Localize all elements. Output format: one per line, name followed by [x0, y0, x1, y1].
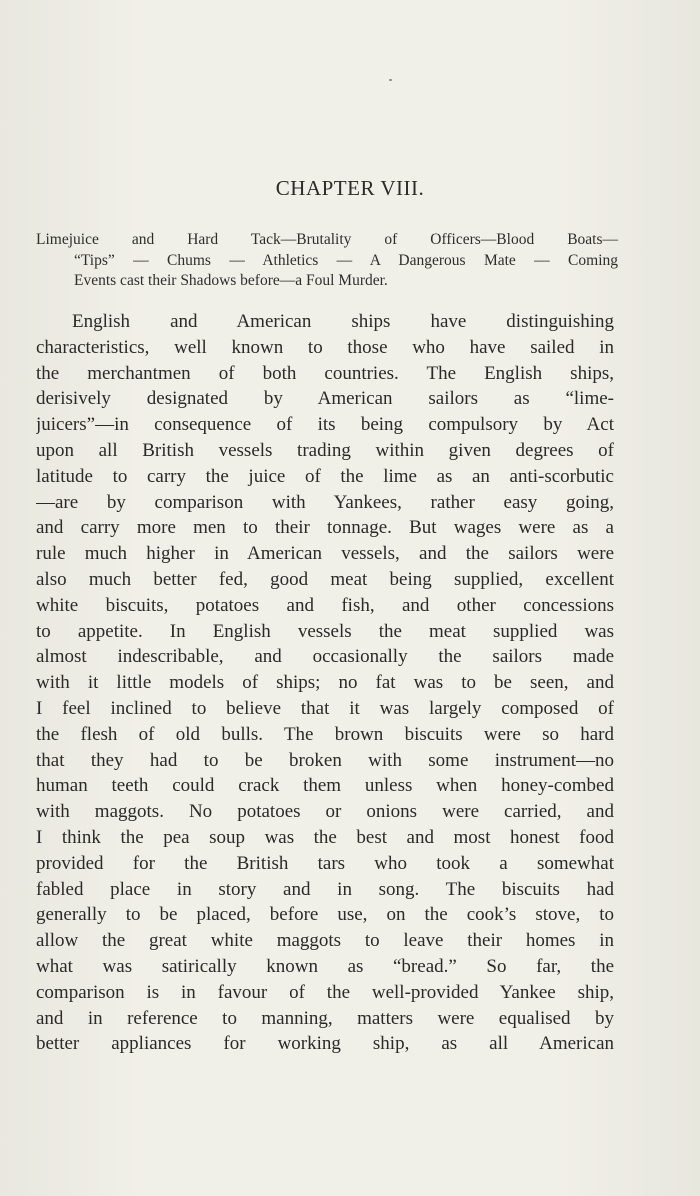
body-line: human teeth could crack them unless when honey-combed — [36, 775, 614, 797]
chapter-summary — [36, 230, 618, 292]
body-line: —are by comparison with Yankees, rather easy going, — [36, 491, 614, 513]
summary-line: Events cast their Shadows before—a Foul Murder. — [74, 272, 388, 289]
body-line: to appetite. In English vessels the meat supplied was — [36, 620, 614, 642]
body-text — [36, 309, 614, 1057]
body-line: the flesh of old bulls. The brown biscuits were so hard — [36, 723, 614, 745]
body-line: English and American ships have distinguishing — [72, 311, 614, 332]
body-line: derisively designated by American sailors as “lime- — [36, 388, 614, 410]
body-line: what was satirically known as “bread.” So far, the — [36, 955, 614, 977]
body-line: generally to be placed, before use, on the cook’s stove, to — [36, 904, 614, 926]
body-line: provided for the British tars who took a somewhat — [36, 852, 614, 874]
body-line: with maggots. No potatoes or onions were carried, and — [36, 801, 614, 823]
summary-line: “Tips” — Chums — Athletics — A Dangerous Mate — Coming — [74, 251, 618, 269]
body-line: with it little models of ships; no fat was to be seen, and — [36, 672, 614, 694]
body-line: and carry more men to their tonnage. But wages were as a — [36, 517, 614, 539]
body-line: upon all British vessels trading within given degrees of — [36, 439, 614, 461]
ink-speck — [389, 79, 392, 81]
body-line: I feel inclined to believe that it was largely composed of — [36, 697, 614, 719]
body-line: also much better fed, good meat being supplied, excellent — [36, 568, 614, 590]
body-line: juicers”—in consequence of its being compulsory by Act — [36, 414, 614, 436]
body-line: fabled place in story and in song. The biscuits had — [36, 878, 614, 900]
body-line: characteristics, well known to those who have sailed in — [36, 336, 614, 358]
summary-line: Limejuice and Hard Tack—Brutality of Officers—Blood Boats— — [36, 231, 618, 248]
chapter-title: CHAPTER VIII. — [275, 176, 425, 200]
body-line: latitude to carry the juice of the lime as an anti-scorbutic — [36, 465, 614, 487]
body-line: the merchantmen of both countries. The English ships, — [36, 362, 614, 384]
body-line: comparison is in favour of the well-provided Yankee ship, — [36, 981, 614, 1003]
body-line: and in reference to manning, matters were equalised by — [36, 1007, 614, 1029]
body-line: allow the great white maggots to leave their homes in — [36, 930, 614, 952]
body-line: better appliances for working ship, as all American — [36, 1033, 614, 1055]
body-line: that they had to be broken with some instrument—no — [36, 749, 614, 771]
body-line: I think the pea soup was the best and most honest food — [36, 826, 614, 848]
body-line: white biscuits, potatoes and fish, and other concessions — [36, 594, 614, 616]
body-line: almost indescribable, and occasionally the sailors made — [36, 646, 614, 668]
body-line: rule much higher in American vessels, and the sailors were — [36, 543, 614, 565]
